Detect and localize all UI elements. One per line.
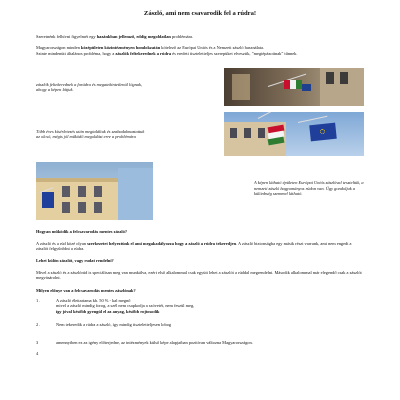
list-item-text: amennyiben ez az igény előterjedne, az intézmények külső képe alapjaiban pozitívan változna Magyarországon.: [56, 339, 253, 345]
list-item-text: így jóval később gyengül el az anyag, később rojtosodik: [56, 308, 160, 314]
intro-text: [36, 34, 364, 56]
page-title: Zászló, ami nem csavarodik fel a rúdra!: [143, 10, 257, 17]
photo-row-2: [36, 112, 364, 156]
list-item-number: 4: [36, 351, 39, 357]
paragraph-separate-order: Mivel a zászló és a zászlórúd is speciálisan meg van munkálva, ezért első alkalommal csak együtt lehet a zászlót a rúddal megrendelni. Második alkalommal már elegendő csak a zászlót megvásárolni.: [36, 269, 362, 281]
list-item: [36, 351, 364, 356]
photo-row-1: [36, 68, 364, 106]
intro-paragraph-1: Szeretnénk felhívni figyelmét egy hazánkban jellemző, eddig megoldatlan problémára.: [36, 34, 194, 39]
photo-flags-on-building: [224, 112, 364, 156]
caption-tangled-flags: zászlók feltekerednek a farúdra és megatekintetlenül lógnak, ahogy a képen látjuk.: [36, 81, 143, 93]
list-item-text: Nem tekeredik a rúdra a zászló, így mindig tiszteletteljesen lobog: [56, 322, 172, 328]
list-item: [36, 340, 364, 345]
list-item: [36, 298, 364, 314]
list-item-number: 2 .: [36, 322, 41, 328]
paragraph-how-it-works: A zászló és a rúd közé olyan szerkezetet helyeztünk el ami megakadályozza hogy a zászló a rúdra tekeredjen. A zászló biztonságba egy másik részt varrunk, ami nem engedi a zászlót felgyűrődni a rúdra.: [36, 240, 352, 252]
advantages-list: [36, 298, 364, 356]
list-item-number: 3: [36, 339, 39, 345]
heading-advantages: Milyen előnye van a felcsavarodás mentes zászlónak?: [36, 287, 136, 293]
heading-separate-order: Lehet külön zászlót, vagy rudat rendelni?: [36, 258, 114, 264]
photo-eu-flag-building: [36, 162, 153, 220]
list-item-text: mivel a zászló mindig forog, a szél nem csapkodja a szövetét, nem feszül meg,: [56, 303, 195, 309]
list-item: [36, 322, 364, 327]
caption-solution: Több éves kísérletezés után megtaláltuk és szabadalmaztattuk az olcsó, mégis jól működő megoldást erre a problémára: [36, 128, 145, 140]
photo-tangled-flags: [224, 68, 364, 106]
list-item-number: 1 .: [36, 298, 41, 304]
intro-paragraph-2: Magyarországon minden középületen közintézményen homlokzatán kötelező az Európai Uniós és a Nemzeti zászló használata. Szinte mindenütt általános probléma, hogy a zászlók feltekerednek a rúdra és eredeti tiszteletteljes szerepüket elvesztik, ”megtépázottnak” tűnnek.: [36, 45, 298, 56]
caption-test-building: A képen látható épületen Európai Uniós zászlóval teszteltük, a nemzeti zászló hagyományos rúdon van. Úgy gondoljuk a különbség szemmel látható.: [254, 180, 364, 197]
heading-how-it-works: Hogyan működik a felcsavarodás mentes zászló?: [36, 229, 128, 235]
photo-row-3: [36, 162, 364, 220]
list-item-text: A zászló élettartama kb. 50 % - kal megnő: [56, 298, 131, 304]
